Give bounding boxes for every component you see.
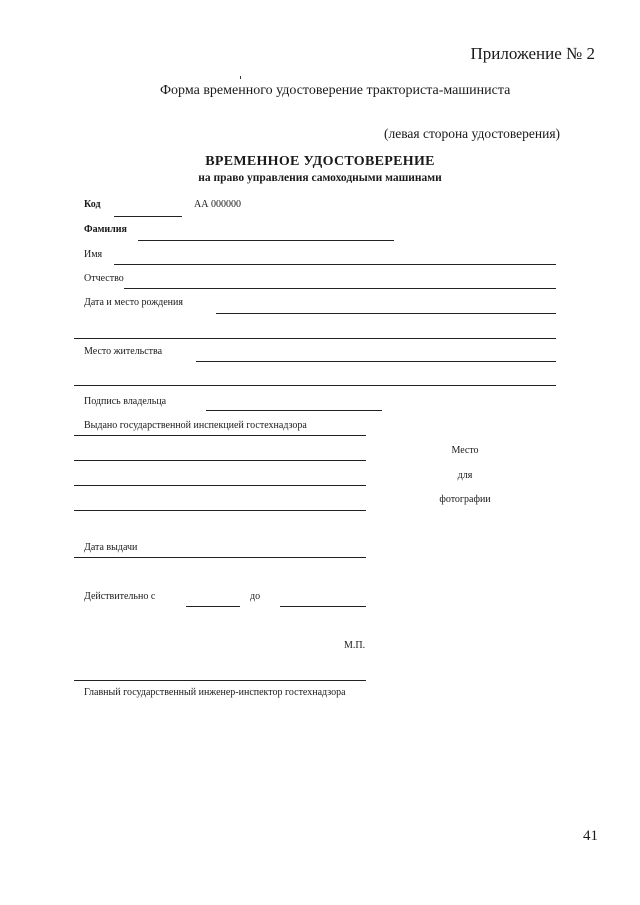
side-note: (левая сторона удостоверения) (384, 126, 561, 141)
surname-label: Фамилия (84, 224, 127, 235)
issued-by-label: Выдано государственной инспекцией гостехнадзора (84, 420, 307, 431)
surname-line (138, 240, 394, 241)
photo-line-3: фотографии (439, 494, 491, 505)
chief-inspector-label: Главный государственный инженер-инспектор гостехнадзора (84, 687, 346, 698)
issue-date-line (74, 557, 366, 558)
owner-signature-label: Подпись владельца (84, 396, 167, 407)
valid-to-label: до (250, 591, 261, 602)
valid-to-line (280, 606, 366, 607)
form-title: Форма временного удостоверение тракториста-машиниста (160, 83, 511, 98)
photo-line-1: Место (451, 445, 479, 456)
stamp-label: М.П. (344, 640, 366, 651)
residence-line-1 (196, 361, 556, 362)
certificate-title: ВРЕМЕННОЕ УДОСТОВЕРЕНИЕ (205, 154, 435, 169)
photo-line-2: для (457, 470, 473, 481)
name-label: Имя (84, 249, 103, 260)
chief-signature-line (74, 680, 366, 681)
issued-by-line-3 (74, 485, 366, 486)
name-line (114, 264, 556, 265)
issued-by-line-4 (74, 510, 366, 511)
code-value: АА 000000 (194, 199, 241, 210)
owner-signature-line (206, 410, 382, 411)
code-line (114, 216, 182, 217)
patronymic-line (124, 288, 556, 289)
issued-by-line-1 (74, 435, 366, 436)
scan-mark (240, 76, 241, 79)
certificate-subtitle: на право управления самоходными машинами (198, 172, 442, 184)
issue-date-label: Дата выдачи (84, 542, 138, 553)
birth-line-2 (74, 338, 556, 339)
valid-from-line (186, 606, 240, 607)
code-label: Код (84, 199, 101, 210)
residence-label: Место жительства (84, 346, 163, 357)
residence-line-2 (74, 385, 556, 386)
page-number: 41 (583, 828, 598, 844)
issued-by-line-2 (74, 460, 366, 461)
valid-from-label: Действительно с (84, 591, 156, 602)
appendix-number: Приложение № 2 (470, 44, 595, 63)
birth-line-1 (216, 313, 556, 314)
patronymic-label: Отчество (84, 273, 124, 284)
birth-label: Дата и место рождения (84, 297, 183, 308)
